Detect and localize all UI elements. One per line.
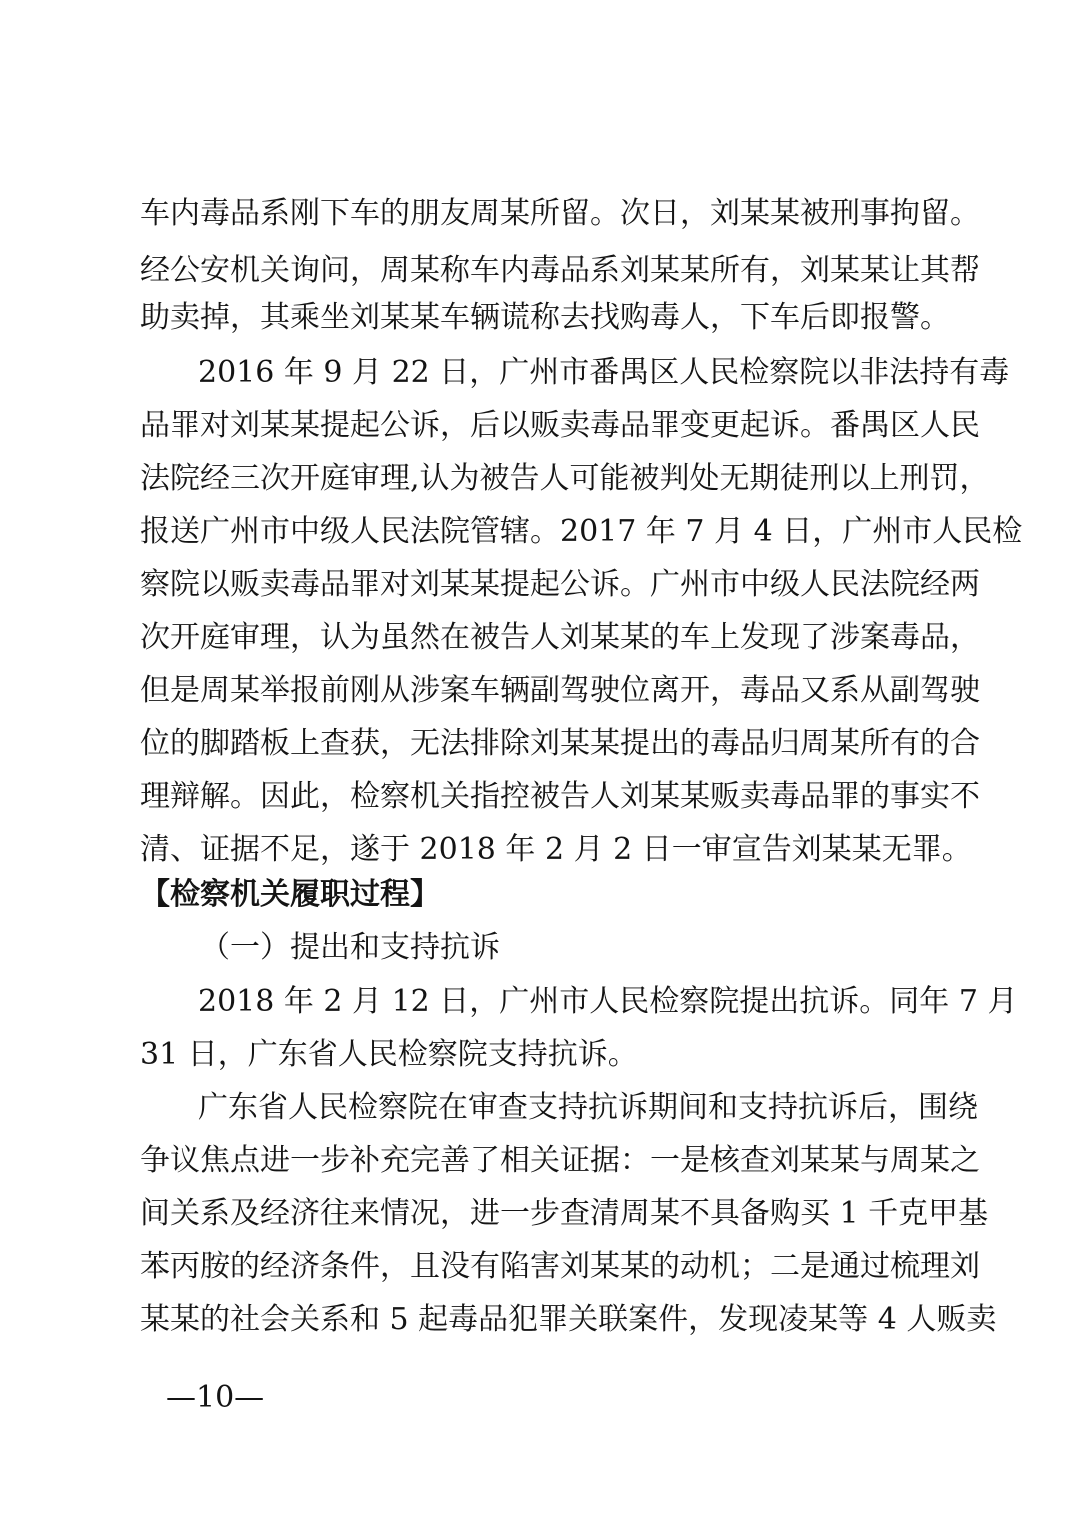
text-line: 广东省人民检察院在审查支持抗诉期间和支持抗诉后，围绕	[198, 1090, 978, 1125]
text-line: 苯丙胺的经济条件，且没有陷害刘某某的动机；二是通过梳理刘	[140, 1249, 980, 1284]
text-line: 某某的社会关系和 5 起毒品犯罪关联案件，发现凌某等 4 人贩卖	[140, 1302, 997, 1337]
text-line: 2018 年 2 月 12 日，广州市人民检察院提出抗诉。同年 7 月	[198, 984, 1018, 1019]
text-line: 助卖掉，其乘坐刘某某车辆谎称去找购毒人，下车后即报警。	[140, 300, 950, 335]
text-line: 31 日，广东省人民检察院支持抗诉。	[140, 1037, 638, 1072]
subsection-heading: （一）提出和支持抗诉	[200, 930, 500, 965]
text-line: 次开庭审理，认为虽然在被告人刘某某的车上发现了涉案毒品，	[140, 620, 980, 655]
text-line: 车内毒品系刚下车的朋友周某所留。次日，刘某某被刑事拘留。	[140, 196, 980, 231]
section-heading: 【检察机关履职过程】	[140, 877, 440, 912]
text-line: 2016 年 9 月 22 日，广州市番禺区人民检察院以非法持有毒	[198, 355, 1010, 390]
page-number: —10—	[166, 1380, 265, 1415]
text-line: 报送广州市中级人民法院管辖。2017 年 7 月 4 日，广州市人民检	[140, 514, 1023, 549]
text-line: 争议焦点进一步补充完善了相关证据：一是核查刘某某与周某之	[140, 1143, 980, 1178]
text-line: 品罪对刘某某提起公诉，后以贩卖毒品罪变更起诉。番禺区人民	[140, 408, 980, 443]
text-line: 理辩解。因此，检察机关指控被告人刘某某贩卖毒品罪的事实不	[140, 779, 980, 814]
text-line: 清、证据不足，遂于 2018 年 2 月 2 日一审宣告刘某某无罪。	[140, 832, 972, 867]
text-line: 察院以贩卖毒品罪对刘某某提起公诉。广州市中级人民法院经两	[140, 567, 980, 602]
text-line: 经公安机关询问，周某称车内毒品系刘某某所有，刘某某让其帮	[140, 253, 980, 288]
text-line: 但是周某举报前刚从涉案车辆副驾驶位离开，毒品又系从副驾驶	[140, 673, 980, 708]
text-line: 间关系及经济往来情况，进一步查清周某不具备购买 1 千克甲基	[140, 1196, 989, 1231]
text-line: 位的脚踏板上查获，无法排除刘某某提出的毒品归周某所有的合	[140, 726, 980, 761]
text-line: 法院经三次开庭审理,认为被告人可能被判处无期徒刑以上刑罚，	[140, 461, 990, 496]
